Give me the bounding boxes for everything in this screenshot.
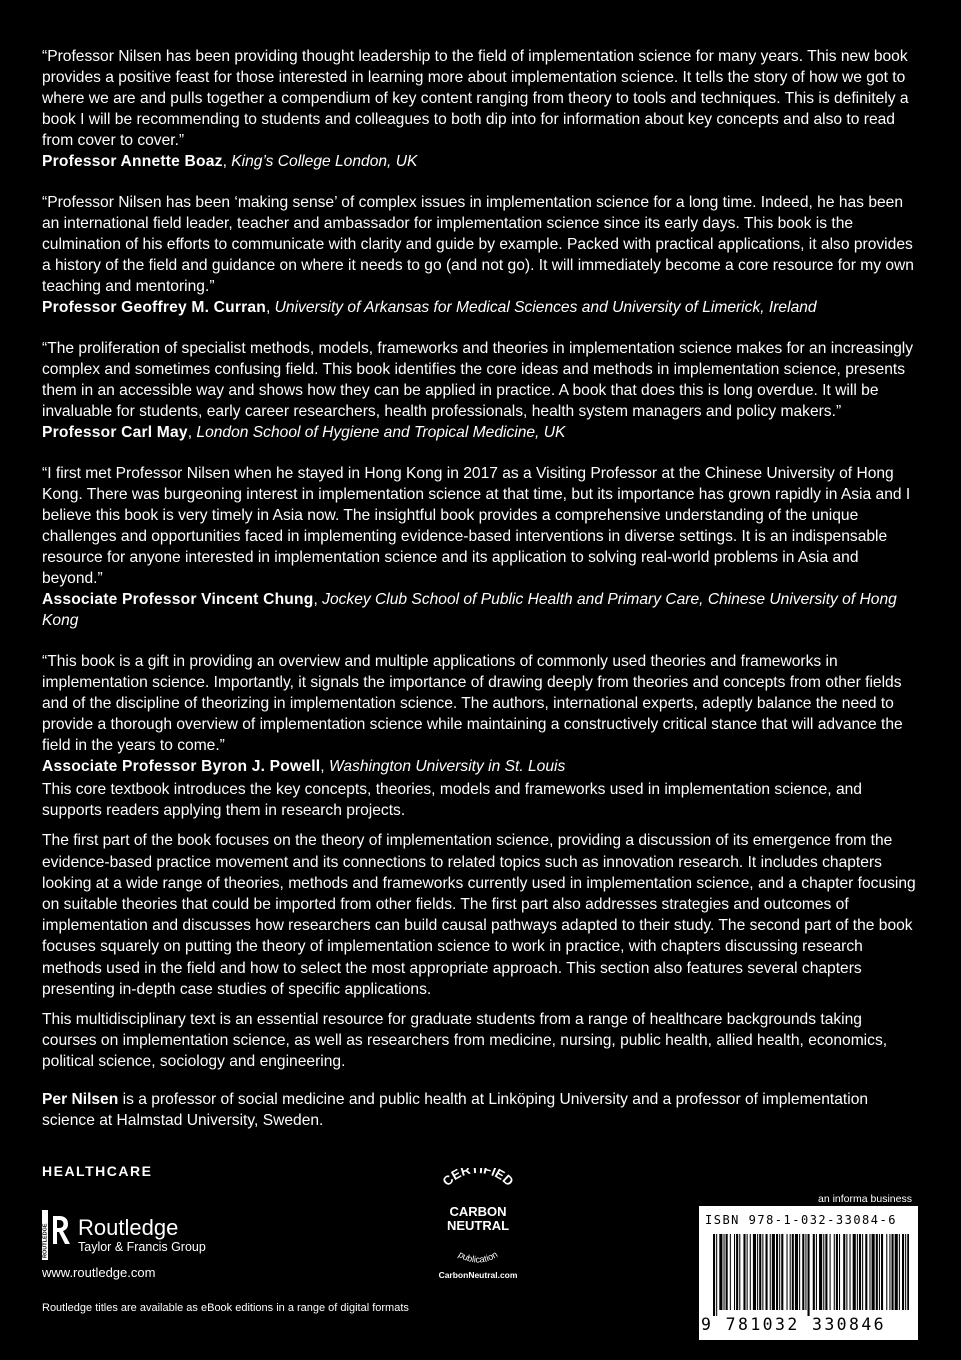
barcode-bar (843, 1234, 845, 1310)
carbon-top: CERTIFIED (439, 1168, 517, 1189)
review-2 (42, 192, 918, 318)
carbon-url: CarbonNeutral.com (438, 1270, 518, 1280)
barcode-bar (747, 1234, 748, 1310)
barcode-bar (825, 1234, 827, 1310)
barcode-bar (730, 1234, 731, 1310)
barcode-bar (857, 1234, 858, 1310)
publisher-website[interactable]: www.routledge.com (42, 1265, 156, 1280)
informa-label: an informa business (818, 1193, 912, 1205)
barcode-bar (839, 1234, 840, 1310)
ebook-note: Routledge titles are available as eBook editions in a range of digital formats (42, 1302, 409, 1314)
barcode-bar (802, 1234, 804, 1310)
barcode-bar (823, 1234, 824, 1310)
reviewer-name: Professor Annette Boaz (42, 153, 223, 170)
isbn-barcode (699, 1206, 918, 1340)
review-4 (42, 463, 918, 631)
barcode-bar (905, 1234, 906, 1310)
barcode-bar (781, 1234, 783, 1310)
review-quote: “The proliferation of specialist methods, models, frameworks and theories in implementation science makes for an increasingly complex and sometimes confusing field. This book identifies the core ideas and methods in implementation science, presents them in an accessible way and shows how they can be applied in practice. A book that does this is long overdue. It will be invaluable for students, early career researchers, health professionals, health system managers and policy makers.” (42, 340, 914, 420)
barcode-bar (836, 1234, 838, 1310)
barcode-bar (750, 1234, 751, 1310)
review-1 (42, 46, 918, 172)
review-attribution: Professor Carl May, London School of Hygiene and Tropical Medicine, UK (42, 424, 566, 441)
carbon-neutral-icon (418, 1168, 538, 1288)
barcode-bar (779, 1234, 780, 1310)
reviewer-name: Professor Geoffrey M. Curran (42, 299, 266, 316)
barcode-bar (713, 1234, 715, 1316)
carbon-mid1: CARBON (449, 1204, 507, 1219)
barcode-bar (859, 1234, 861, 1310)
barcode-bar (813, 1234, 815, 1310)
barcode-bar (716, 1234, 717, 1316)
reviewer-affiliation: Washington University in St. Louis (328, 758, 566, 775)
barcode-bar (816, 1234, 817, 1310)
description-paragraph: This multidisciplinary text is an essential resource for graduate students from a range of healthcare backgrounds taking courses on implementation science, as well as researchers from medicine, nursing, public health, allied health, economics, political science, sociology and engineering. (42, 1011, 888, 1071)
barcode-bar (889, 1234, 890, 1310)
barcode-bar (892, 1234, 894, 1310)
review-3 (42, 338, 918, 443)
review-attribution: Professor Geoffrey M. Curran, University of Arkansas for Medical Sciences and University of Limerick, Ireland (42, 299, 817, 316)
barcode-bar (734, 1234, 735, 1310)
barcode-bar (759, 1234, 761, 1310)
review-attribution: Associate Professor Byron J. Powell, Washington University in St. Louis (42, 758, 566, 775)
author-name: Per Nilsen (42, 1090, 119, 1108)
barcode-bar (853, 1234, 856, 1310)
barcode-bar (726, 1234, 728, 1310)
description-paragraph: This core textbook introduces the key concepts, theories, models and frameworks used in implementation science, and supports readers applying them in research projects. (42, 781, 862, 820)
review-quote: “Professor Nilsen has been ‘making sense’ of complex issues in implementation science for a long time. Indeed, he has been an international field leader, teacher and ambassador for implementation science since its early days. This book is the culmination of his efforts to communicate with clarity and guide by example. Packed with practical applications, it also provides a history of the field and guidance on where it needs to go (and not go). It will immediately become a core resource for my own teaching and mentoring.” (42, 194, 914, 295)
barcode-bar (899, 1234, 900, 1310)
barcode-icon (713, 1234, 909, 1316)
reviewer-affiliation: University of Arkansas for Medical Sciences and University of Limerick, Ireland (274, 299, 817, 316)
barcode-bar (869, 1234, 870, 1310)
reviewer-affiliation: Jockey Club School of Public Health and Primary Care, Chinese University of Hong Kong (42, 591, 897, 629)
barcode-bar (872, 1234, 875, 1310)
barcode-bar (805, 1234, 806, 1310)
barcode-bar (808, 1234, 810, 1316)
barcode-bar (876, 1234, 878, 1310)
author-bio-text: is a professor of social medicine and public health at Linköping University and a professor of implementation science at Halmstad University, Sweden. (42, 1090, 869, 1129)
publisher-badge-text: ROUTLEDGE (42, 1223, 49, 1258)
barcode-bar (881, 1234, 883, 1310)
review-attribution: Professor Annette Boaz, King’s College London, UK (42, 153, 418, 170)
barcode-bar (724, 1234, 725, 1310)
barcode-bar (862, 1234, 863, 1310)
barcode-bar (834, 1234, 835, 1310)
barcode-bar (795, 1234, 798, 1310)
review-5 (42, 651, 918, 777)
publisher-name: Routledge (78, 1215, 179, 1240)
barcode-bar (757, 1234, 758, 1310)
barcode-bar (739, 1234, 740, 1310)
svg-text:publication (457, 1249, 500, 1264)
review-attribution: Associate Professor Vincent Chung, Jockey Club School of Public Health and Primary Care, Chinese University of Hong Kong (42, 591, 897, 629)
carbon-neutral-logo (418, 1168, 538, 1288)
reviewer-name: Professor Carl May (42, 424, 188, 441)
barcode-bar (776, 1234, 778, 1310)
description-paragraph: The first part of the book focuses on the theory of implementation science, providing a discussion of its emergence from the evidence-based practice movement and its connections to related topics such as innovation research. It includes chapters looking at a wide range of theories, methods and frameworks currently used in implementation science, and a chapter focusing on suitable theories that could be imported from other fields. The first part also addresses strategies and outcomes of implementation and discusses how researchers can build causal pathways adapted to their study. The second part of the book focuses squarely on putting the theory of implementation science to work in practice, with chapters discussing research methods used in the field and how to select the most appropriate approach. This section also features several chapters presenting in-depth case studies of specific applications. (42, 832, 916, 998)
barcode-digits: 9 781032 330846 (701, 1315, 887, 1334)
barcode-bar (850, 1234, 851, 1310)
publisher-group: Taylor & Francis Group (78, 1240, 206, 1254)
barcode-bar (907, 1234, 909, 1310)
reviews-section (42, 46, 918, 777)
barcode-bar (736, 1234, 738, 1310)
reviewer-name: Associate Professor Byron J. Powell (42, 758, 321, 775)
barcode-bar (762, 1234, 763, 1310)
review-quote: “I first met Professor Nilsen when he stayed in Hong Kong in 2017 as a Visiting Professor at the Chinese University of Hong Kong. There was burgeoning interest in implementation science at that time, but its importance has grown rapidly in Asia and I believe this book is very timely in Asia now. The insightful book provides a comprehensive understanding of the unique challenges and opportunities faced in implementing evidence-based interventions in diverse settings. It is an indispensable resource for anyone interested in implementation science and its application to solving real-world problems in Asia and beyond.” (42, 465, 911, 587)
barcode-bar (799, 1234, 800, 1310)
barcode-bar (753, 1234, 756, 1310)
barcode-bar (790, 1234, 791, 1310)
category-label: HEALTHCARE (42, 1163, 153, 1179)
barcode-bar (766, 1234, 768, 1310)
reviewer-affiliation: London School of Hygiene and Tropical Medicine, UK (196, 424, 566, 441)
author-bio (42, 1089, 918, 1131)
barcode-bar (719, 1234, 722, 1310)
carbon-mid2: NEUTRAL (446, 1218, 510, 1233)
publisher-logo (42, 1210, 206, 1260)
barcode-bar (846, 1234, 847, 1310)
barcode-bar (902, 1234, 904, 1310)
barcode-bar (772, 1234, 775, 1310)
isbn-text: ISBN 978-1-032-33084-6 (705, 1213, 897, 1227)
reviewer-affiliation: King’s College London, UK (231, 153, 418, 170)
carbon-bottom: publication (456, 1249, 500, 1265)
review-quote: “Professor Nilsen has been providing thought leadership to the field of implementation science for many years. This new book provides a positive feast for those interested in learning more about implementation science. It tells the story of how we got to where we are and pulls together a compendium of key content ranging from theory to tools and techniques. This is definitely a book I will be recommending to students and colleagues to both dip into for information about key concepts and also to read from cover to cover.” (42, 48, 909, 149)
publisher-text (78, 1216, 206, 1254)
barcode-bar (770, 1234, 771, 1310)
review-quote: “This book is a gift in providing an overview and multiple applications of commonly used theories and frameworks in implementation science. Importantly, it signals the importance of drawing deeply from theories and concepts from other fields and of the discipline of theorizing in implementation science. The authors, international experts, adeptly balance the need to provide a thorough overview of implementation science while maintaining a constructively critical stance that will advance the field in the years to come.” (42, 653, 903, 754)
barcode-bar (830, 1234, 831, 1310)
routledge-badge-icon (42, 1210, 70, 1260)
barcode-bar (865, 1234, 867, 1310)
svg-text:CERTIFIED (439, 1168, 516, 1189)
barcode-bar (895, 1234, 898, 1310)
barcode-bar (787, 1234, 788, 1310)
barcode-bar (743, 1234, 745, 1310)
book-description (42, 779, 918, 1131)
barcode-bar (819, 1234, 822, 1310)
barcode-bar (886, 1234, 887, 1310)
reviewer-name: Associate Professor Vincent Chung (42, 591, 314, 608)
barcode-bar (879, 1234, 880, 1310)
barcode-bar (792, 1234, 794, 1310)
